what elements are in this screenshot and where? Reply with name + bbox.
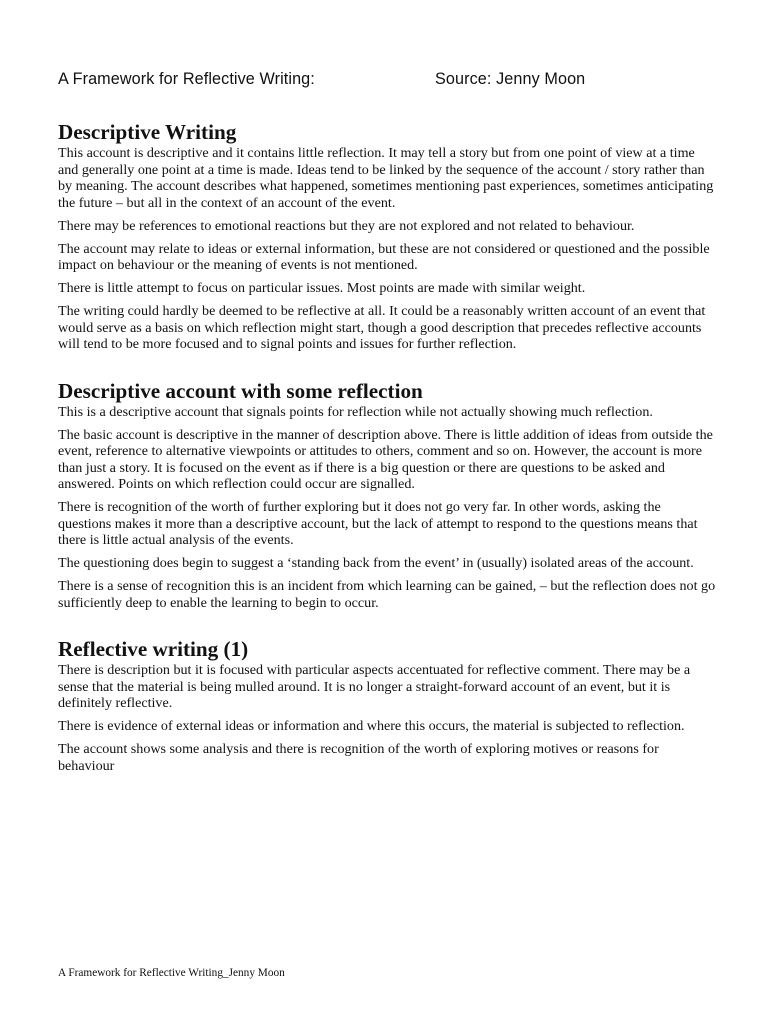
paragraph: This is a descriptive account that signals points for reflection while not actually showing much reflection. [58,403,653,420]
section-reflective-writing-1 [58,637,716,774]
paragraph: The questioning does begin to suggest a ‘standing back from the event’ in (usually) isolated areas of the account. [58,555,694,571]
document-source: Source: Jenny Moon [435,70,586,88]
section-descriptive-writing [58,120,716,353]
document-title: A Framework for Reflective Writing: [58,70,315,88]
paragraph: The account shows some analysis and there is recognition of the worth of exploring motives or reasons for behaviour [58,741,659,774]
section-heading: Reflective writing (1) [58,637,249,661]
paragraph: The account may relate to ideas or external information, but these are not considered or questioned and the possible impact on behaviour or the meaning of events is not mentioned. [58,240,710,273]
page-footer: A Framework for Reflective Writing_Jenny Moon [58,967,285,979]
paragraph: There is little attempt to focus on particular issues. Most points are made with similar weight. [58,280,586,296]
section-heading: Descriptive account with some reflection [58,378,423,403]
document-body [58,120,716,774]
section-heading: Descriptive Writing [58,120,237,144]
paragraph: There is description but it is focused with particular aspects accentuated for reflective comment. There may be a sense that the material is being mulled around. It is no longer a straight-forward account of an event, but it is definitely reflective. [58,662,691,711]
section-descriptive-with-reflection [58,378,716,612]
paragraph: The basic account is descriptive in the manner of description above. There is little addition of ideas from outside the event, reference to alternative viewpoints or attitudes to others, comment and so on. However, the account is more than just a story. It is focused on the event as if there is a big question or there are questions to be asked and answered. Points on which reflection could occur are signalled. [58,426,713,492]
paragraph: The writing could hardly be deemed to be reflective at all. It could be a reasonably written account of an event that would serve as a basis on which reflection might start, though a good description that precedes reflective accounts will tend to be more focused and to signal points and issues for further reflection. [58,303,706,352]
paragraph: There may be references to emotional reactions but they are not explored and not related to behaviour. [58,217,635,234]
paragraph: There is a sense of recognition this is an incident from which learning can be gained, – but the reflection does not go sufficiently deep to enable the learning to begin to occur. [58,578,716,611]
paragraph: This account is descriptive and it contains little reflection. It may tell a story but from one point of view at a time and generally one point at a time is made. Ideas tend to be linked by the sequence of the account / story rather than by meaning. The account describes what happened, sometimes mentioning past experiences, sometimes anticipating the future – but all in the context of an account of the event. [58,145,714,211]
paragraph: There is recognition of the worth of further exploring but it does not go very far. In other words, asking the questions makes it more than a descriptive account, but the lack of attempt to respond to the questions means that there is little actual analysis of the events. [58,499,698,548]
paragraph: There is evidence of external ideas or information and where this occurs, the material is subjected to reflection. [58,718,685,734]
document-title-row [58,69,718,91]
section-spacer [58,353,716,383]
